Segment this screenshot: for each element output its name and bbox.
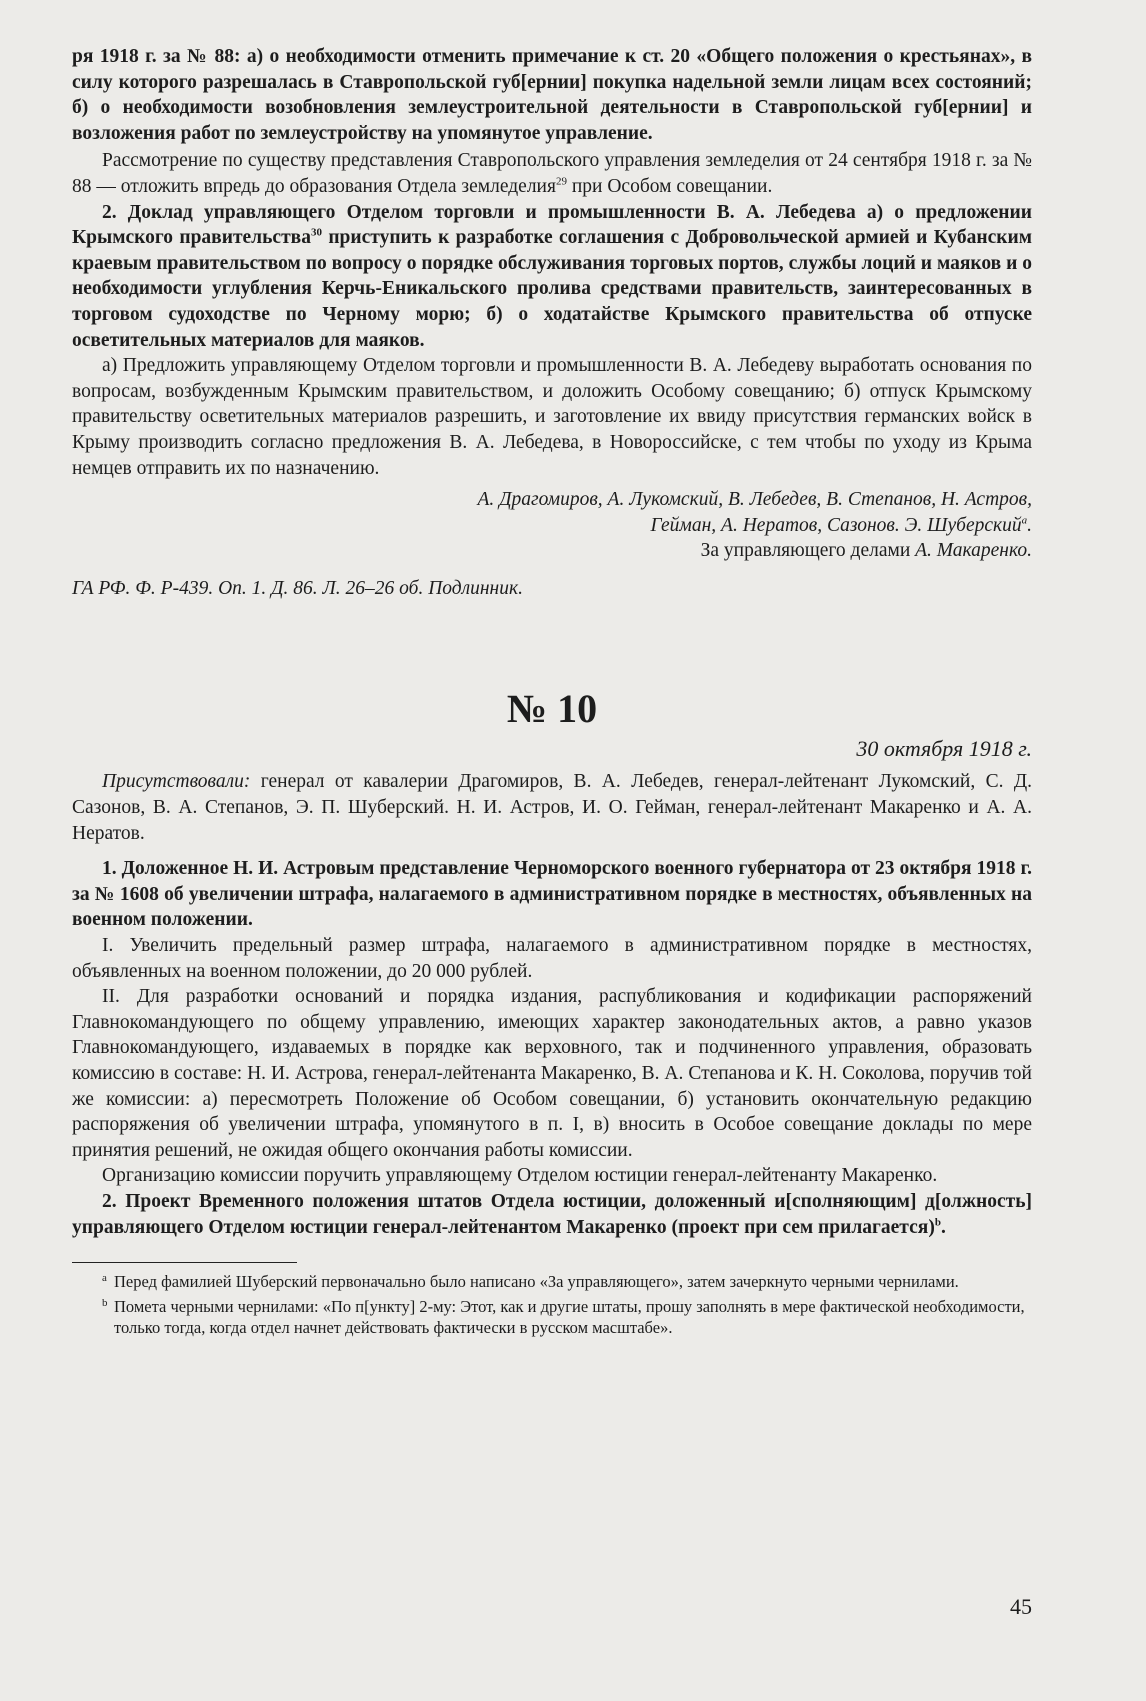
doc10-item2-heading-tail: . — [940, 1216, 946, 1238]
doc10-item1-p1: I. Увеличить предельный размер штрафа, налагаемого в административном порядке в местностях, объявленных на военном положении, до 20 000 рублей. — [72, 935, 1032, 982]
footnote-mark: a — [102, 1272, 107, 1285]
present-text: генерал от кавалерии Драгомиров, В. А. Лебедев, генерал-лейтенант Лукомский, С. Д. Сазонов, В. А. Степанов, Э. П. Шуберский. Н. И. Астров, И. О. Гейман, генерал-лейтенант Макаренко и А. А. Нератов. — [72, 771, 1032, 844]
item2-heading-text: 2. Доклад управляющего Отделом торговли и промышленности В. А. Лебедева а) о предложении Крымского правительства — [72, 201, 1032, 249]
item2-heading — [72, 200, 1032, 354]
footnote-a — [72, 1271, 1032, 1292]
signatures-line-2 — [72, 513, 1032, 539]
document-date: 30 октября 1918 г. — [856, 736, 1032, 762]
signatures — [72, 487, 1032, 564]
doc10-item1-heading: 1. Доложенное Н. И. Астровым представление Черноморского военного губернатора от 23 октября 1918 г. за № 1608 об увеличении штрафа, налагаемого в административном порядке в местностях, объявленных на военном положении. — [72, 858, 1032, 931]
item2-decision: а) Предложить управляющему Отделом торговли и промышленности В. А. Лебедеву выработать основания по вопросам, возбужденным Крымским правительством, и доложить Особому совещанию; б) отпуск Крымскому правительству осветительных материалов разрешить, и заготовление их ввиду присутствия германских войск в Крыму производить согласно предложения В. А. Лебедева, в Новороссийске, с тем чтобы по уходу из Крыма немцев отправить их по назначению. — [72, 355, 1032, 479]
footnote-ref-29: 29 — [555, 175, 567, 188]
footnote-ref-b: b — [934, 1216, 941, 1229]
signatures-line-3 — [72, 538, 1032, 564]
footnote-text: Помета черными чернилами: «По п[ункту] 2-му: Этот, как и другие штаты, прошу заполнять в мере фактической необходимости, только тогда, когда отдел начнет действовать фактически в русском масштабе». — [114, 1297, 1025, 1338]
footnote-b — [72, 1296, 1032, 1338]
item1-continuation: ря 1918 г. за № 88: а) о необходимости отменить примечание к ст. 20 «Общего положения о крестьянах», в силу которого разрешалась в Ставропольской губ[ернии] покупка надельной земли лицам всех состояний; б) о необходимости возобновления землеустроительной деятельности в Ставропольской губ[ернии] и возложения работ по землеустройству на упомянутое управление. — [72, 46, 1032, 144]
footnote-text: Перед фамилией Шуберский первоначально было написано «За управляющего», затем зачеркнуто черными чернилами. — [114, 1272, 959, 1292]
document-page — [72, 44, 1032, 1342]
document-number: № 10 — [506, 686, 598, 732]
signatures-line-1: А. Драгомиров, А. Лукомский, В. Лебедев, В. Степанов, Н. Астров, — [477, 489, 1032, 511]
page-number: 45 — [1010, 1594, 1032, 1619]
footnote-ref-30: 30 — [310, 226, 322, 239]
footnote-mark: b — [102, 1297, 108, 1310]
item2-heading-tail: приступить к разработке соглашения с Добровольческой армией и Кубанским краевым правительством по вопросу о порядке обслуживания торговых портов, службы лоций и маяков и о необходимости углубления Керчь-Еникальского пролива средствами правительств, заинтересованных в торговом судоходстве по Черному морю; б) о ходатайстве Крымского правительства об отпуске осветительных материалов для маяков. — [72, 227, 1032, 351]
present-label: Присутствовали: — [102, 771, 251, 793]
doc10-item2-heading — [72, 1189, 1032, 1240]
doc10-item2-heading-text: 2. Проект Временного положения штатов Отдела юстиции, доложенный и[сполняющим] д[олжность] управляющего Отделом юстиции генерал-лейтенантом Макаренко (проект при сем прилагается) — [72, 1190, 1032, 1238]
present-paragraph — [72, 769, 1032, 846]
signatures-line-3-text: За управляющего делами — [700, 540, 916, 562]
item1-decision-tail: при Особом совещании. — [566, 175, 773, 197]
footnote-divider — [72, 1262, 297, 1263]
signatures-line-2-tail: . — [1027, 514, 1032, 536]
signatures-line-3-name: А. Макаренко. — [915, 540, 1032, 562]
item1-decision — [72, 148, 1032, 199]
signatures-line-2-text: Гейман, А. Нератов, Сазонов. Э. Шуберский — [650, 514, 1022, 536]
doc10-item1-p2: II. Для разработки оснований и порядка издания, распубликования и кодификации распоряжений Главнокомандующего по общему управлению, имеющих характер законодательных актов, а равно указов Главнокомандующего, издаваемых в порядке как верховного, так и подчиненного управления, образовать комиссию в составе: Н. И. Астрова, генерал-лейтенанта Макаренко, В. А. Степанова и К. Н. Соколова, поручив той же комиссии: а) пересмотреть Положение об Особом совещании, б) установить окончательную редакцию распоряжения об увеличении штрафа, упомянутого в п. I, в) вносить в Особое совещание доклады по мере принятия решений, не ожидая общего окончания работы комиссии. — [72, 986, 1032, 1161]
archive-source: ГА РФ. Ф. Р-439. Оп. 1. Д. 86. Л. 26–26 об. Подлинник. — [72, 577, 523, 599]
doc10-item1-p3: Организацию комиссии поручить управляющему Отделом юстиции генерал-лейтенанту Макаренко. — [102, 1165, 938, 1187]
item1-decision-text: Рассмотрение по существу представления Ставропольского управления земледелия от 24 сентября 1918 г. за № 88 — отложить впредь до образования Отдела земледелия — [72, 150, 1032, 197]
footnote-ref-a: а — [1021, 514, 1028, 527]
